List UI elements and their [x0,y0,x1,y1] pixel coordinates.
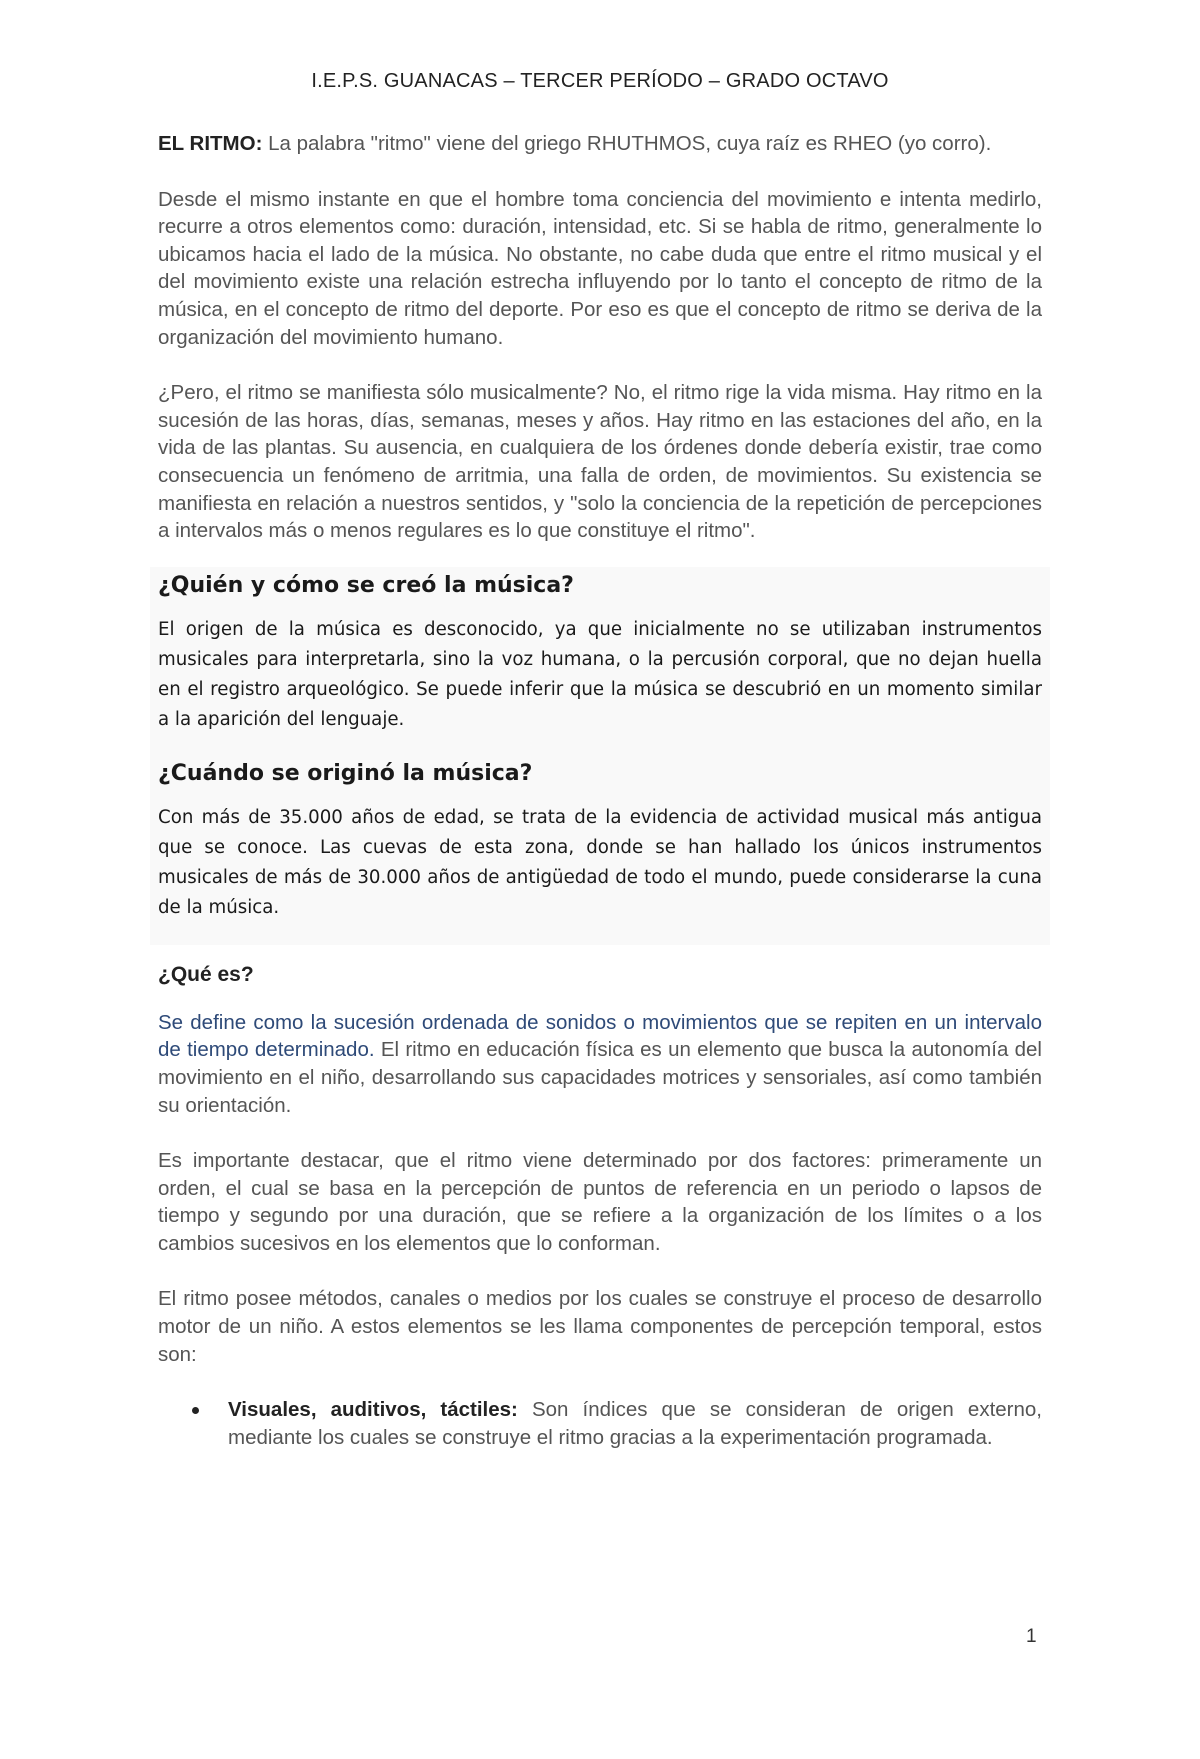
list-item [158,1396,1042,1451]
ritmo-intro-text: La palabra "ritmo" viene del griego RHUTHMOS, cuya raíz es RHEO (yo corro). [262,132,992,155]
ritmo-paragraph-1: Desde el mismo instante en que el hombre toma conciencia del movimiento e intenta medirlo, recurre a otros elementos como: duración, intensidad, etc. Si se habla de ritmo, generalmente lo ubicamos hacia el lado de la música. No obstante, no cabe duda que entre el ritmo musical y el del movimiento existe una relación estrecha influyendo por lo tanto el concepto de ritmo de la música, en el concepto de ritmo del deporte. Por eso es que el concepto de ritmo se deriva de la organización del movimiento humano. [158,187,1042,349]
que-es-definition-paragraph [158,1009,1042,1119]
que-es-paragraph-2: El ritmo posee métodos, canales o medios por los cuales se construye el proceso de desarrollo motor de un niño. A estos elementos se les llama componentes de percepción temporal, estos son: [158,1287,1042,1366]
ritmo-paragraph-2: ¿Pero, el ritmo se manifiesta sólo musicalmente? No, el ritmo rige la vida misma. Hay ritmo en la sucesión de las horas, días, semanas, meses y años. Hay ritmo en las estaciones del año, en la vida de las plantas. Su ausencia, en cualquiera de los órdenes donde debería existir, trae como consecuencia un fenómeno de arritmia, una falla de orden, de movimientos. Su existencia se manifiesta en relación a nuestros sentidos, y "solo la conciencia de la repetición de percepciones a intervalos más o menos regulares es lo que constituye el ritmo". [158,381,1042,543]
bullet-text: Son índices que se consideran de origen externo, mediante los cuales se construye el ritmo gracias a la experimentación programada. [228,1398,1042,1449]
page-number: 1 [1026,1626,1037,1647]
que-es-definition: Se define como la sucesión ordenada de sonidos o movimientos que se repiten en un intervalo de tiempo determinado. [158,1010,1042,1062]
quien-text: El origen de la música es desconocido, ya que inicialmente no se utilizaban instrumentos musicales para interpretarla, sino la voz humana, o la percusión corporal, que no dejan huella en el registro arqueológico. Se puede inferir que la música se descubrió en un momento similar a la aparición del lenguaje. [158,618,1042,730]
que-es-definition-rest: El ritmo en educación física es un elemento que busca la autonomía del movimiento en el niño, desarrollando sus capacidades motrices y sensoriales, así como también su orientación. [158,1038,1042,1117]
bullet-icon [192,1407,199,1414]
cuando-text: Con más de 35.000 años de edad, se trata de la evidencia de actividad musical más antigua que se conoce. Las cuevas de esta zona, donde se han hallado los únicos instrumentos musicales de más de 30.000 años de antigüedad de todo el mundo, puede considerarse la cuna de la música. [158,806,1042,918]
perception-components-list [158,1396,1042,1451]
quien-title: ¿Quién y cómo se creó la música? [158,572,574,598]
bullet-label: Visuales, auditivos, táctiles: [228,1398,518,1422]
document-header: I.E.P.S. GUANACAS – TERCER PERÍODO – GRADO OCTAVO [311,70,889,92]
ritmo-intro-paragraph [158,130,1042,158]
ritmo-lead: EL RITMO: [158,132,263,155]
music-origin-block [150,567,1050,945]
cuando-title: ¿Cuándo se originó la música? [158,760,533,786]
que-es-title: ¿Qué es? [158,962,254,986]
document-body [158,130,1042,1451]
que-es-paragraph-1: Es importante destacar, que el ritmo viene determinado por dos factores: primeramente un orden, el cual se basa en la percepción de puntos de referencia en un periodo o lapsos de tiempo y segundo por una duración, que se refiere a la organización de los límites o a los cambios sucesivos en los elementos que lo conforman. [158,1149,1042,1255]
